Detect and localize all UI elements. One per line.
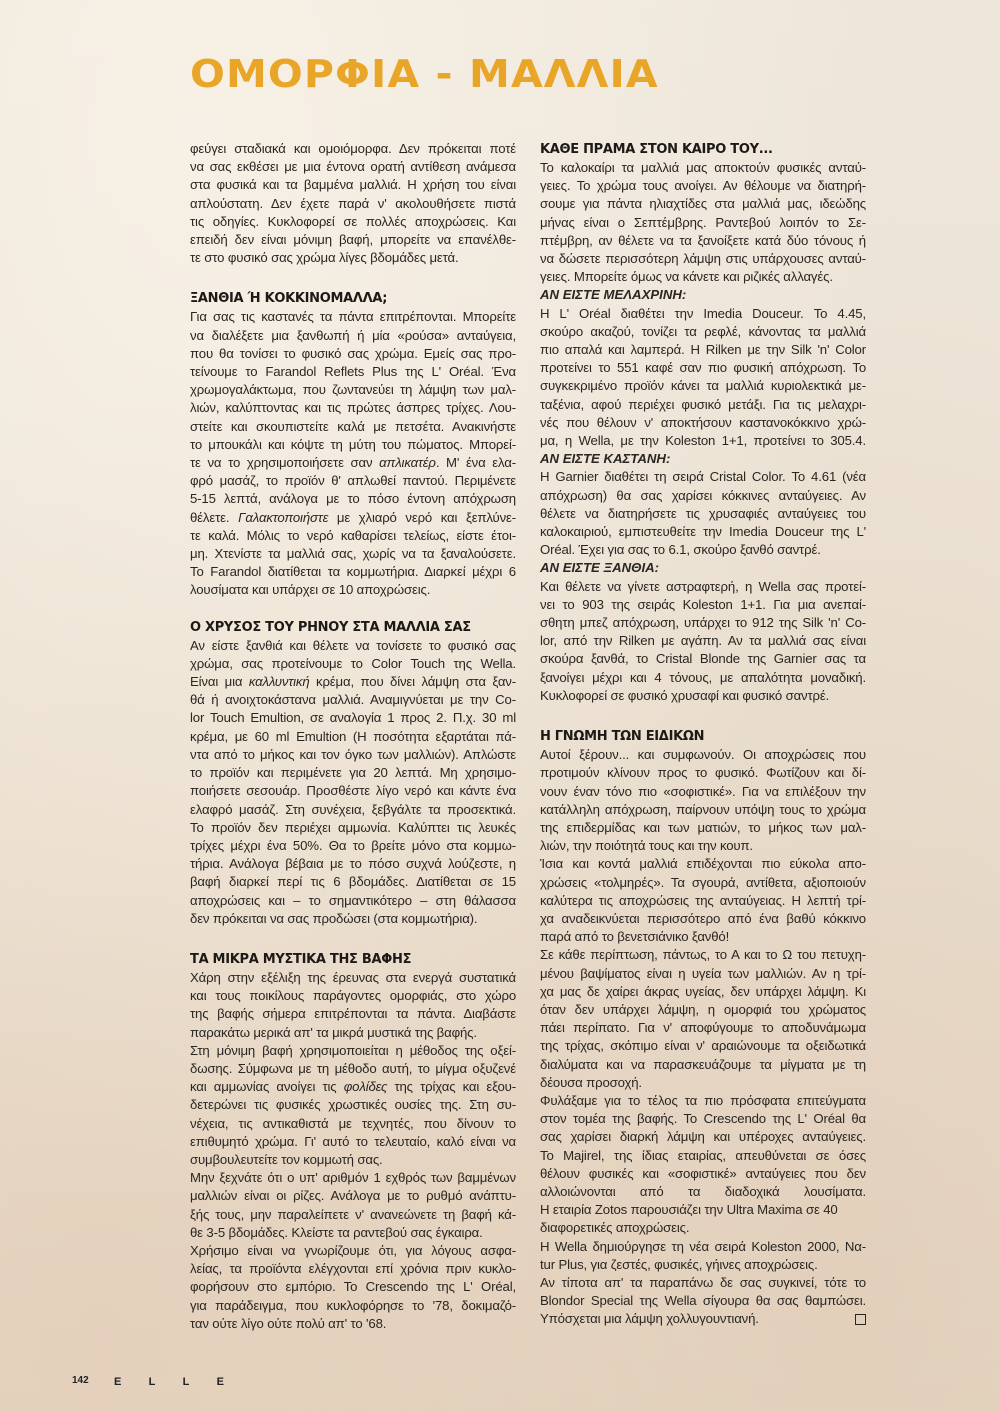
text-line: τρίχες μέχρι ένα 50%. Θα το βρείτε μόνο στα κομμω- bbox=[190, 837, 516, 853]
text-line: επιθυμητό χρώμα. Γι' αυτό το τελευταίο, καλό είναι να bbox=[190, 1133, 516, 1149]
text-line: μήνας είναι ο Σεπτέμβρης. Ραντεβού λοιπόν το Σε- bbox=[540, 214, 866, 230]
text-line: μαλλιών είναι οι ρίζες. Ανάλογα με το ρυθμό ανάπτυ- bbox=[190, 1188, 516, 1204]
text-line: θέλουν φυσικές και «σοφιστικέ» ανταύγειες που δεν bbox=[540, 1165, 866, 1181]
text-line: καλοκαιριού, εμπιστευθείτε την Imedia Douceur της L' bbox=[540, 524, 866, 540]
text-line: χα μας δε χαίρει άκρας υγείας, δεν υπάρχει λάμψη. Κι bbox=[540, 983, 866, 999]
text-line: της τρίχας, σκόπιμο είναι ν' αραιώνουμε τα οξειδωτικά bbox=[540, 1038, 866, 1054]
text-line: Χάρη στην εξέλιξη της έρευνας στα ενεργά συστατικά bbox=[190, 969, 516, 985]
text-line: τείνουμε το Farandol Reflets Plus της L' Oréal. Ένα bbox=[190, 364, 516, 380]
text-line: να σας εκθέσει με μια έντονα ορατή αντίθεση ανάμεσα bbox=[190, 159, 516, 175]
text-line: 5-15 λεπτά, ανάλογα με το πόσο έντονη απόχρωση bbox=[190, 491, 516, 507]
text-line: Η Wella δημιούργησε τη νέα σειρά Koleston 2000, Να- bbox=[540, 1238, 866, 1254]
subheading-chestnut: ΑΝ ΕΙΣΤΕ ΚΑΣΤΑΝΗ: bbox=[540, 451, 671, 467]
text-line: χα αναδεικνύεται περισσότερο από ένα βαθύ κόκκινο bbox=[540, 910, 866, 926]
text-line: θε 3-5 βδομάδες. Κλείστε τα ραντεβού σας έγκαιρα. bbox=[190, 1224, 483, 1240]
magazine-name bbox=[114, 1376, 224, 1388]
text-line: σκούρα ξανθά, το Cristal Blonde της Garnier σας τα bbox=[540, 651, 866, 667]
text-line: θέλετε. Γαλακτοποιήστε με χλιαρό νερό και ξεπλύνε- bbox=[190, 509, 516, 525]
section-rhine-gold bbox=[190, 618, 516, 928]
page-number: 142 bbox=[72, 1374, 89, 1386]
text-line: φεύγει σταδιακά και ομοιόμορφα. Δεν πρόκειται ποτέ bbox=[190, 141, 516, 156]
text-line: Χρήσιμο είναι να γνωρίζουμε ότι, για λόγους ασφα- bbox=[190, 1242, 516, 1258]
text-line: που θα τονίσει το φυσικό σας χρώμα. Εμείς σας προ- bbox=[190, 345, 516, 361]
text-line: Blondor Special της Wella σίγουρα θα σας θαμπώσει. bbox=[540, 1293, 866, 1309]
text-line: γειες. Το χρώμα τους ανοίγει. Αν θέλουμε να διατηρή- bbox=[540, 178, 866, 194]
text-line: της επιδερμίδας και των ματιών, το μήκος των μαλ- bbox=[540, 819, 866, 835]
text-line: ντα από το μήκος και τον όγκο των μαλλιών). Απλώστε bbox=[190, 746, 516, 762]
text-line: μη. Χτενίστε τα μαλλιά σας, χωρίς να τα ξαναλούσετε. bbox=[190, 546, 516, 562]
text-line: συμβουλευτείτε τον κομμωτή σας. bbox=[190, 1151, 383, 1167]
text-line-content: Υπόσχεται μια λάμψη χολλυγουντιανή. bbox=[540, 1311, 759, 1327]
text-line: σκούρο ακαζού, τονίζει τα ρεφλέ, κάνοντας τα μαλλιά bbox=[540, 323, 866, 339]
text-line: Το Majirel, της ίδιας εταιρίας, απευθύνεται σε όσες bbox=[540, 1147, 866, 1163]
text-line: το προϊόν και περιμένετε για 20 λεπτά. Μη χρησιμο- bbox=[190, 765, 516, 781]
square-end-mark-icon bbox=[855, 1314, 866, 1325]
text-line: Η Garnier διαθέτει τη σειρά Cristal Color. Το 4.61 (νέα bbox=[540, 469, 866, 485]
text-line: θά ή ανοιχτοκάστανα μαλλιά. Αναμιγνύεται με την Co- bbox=[190, 692, 516, 708]
text-line: παρακάτω μερικά απ' τα μικρά μυστικά της βαφής. bbox=[190, 1024, 477, 1040]
text-line: Το καλοκαίρι τα μαλλιά μας αποκτούν φυσικές ανταύ- bbox=[540, 160, 866, 175]
text-line: χρώμα, σας προτείνουμε το Color Touch της Wella. bbox=[190, 655, 516, 671]
section-heading: ΚΑΘΕ ΠΡΑΜΑ ΣΤΟΝ ΚΑΙΡΟ ΤΟΥ... bbox=[540, 142, 773, 157]
text-line: αλλοιώνονται από τα διαδοχικά λουσίματα. bbox=[540, 1183, 866, 1199]
right-column bbox=[540, 140, 866, 1347]
text-line: τε να το χρησιμοποιήσετε σαν απλικατέρ. Μ' ένα ελα- bbox=[190, 455, 516, 471]
text-line: πιο απαλά και λαμπερά. Η Rilken με την Silk 'n' Color bbox=[540, 342, 866, 358]
text-line: ποιήσετε σεσουάρ. Προσθέστε λίγο νερό και κάντε ένα bbox=[190, 783, 516, 799]
text-line: Oréal. Έχει για σας το 6.1, σκούρο ξανθό σαντρέ. bbox=[540, 542, 821, 558]
text-line: Το Farandol διατίθεται τα κομμωτήρια. Διαρκεί μέχρι 6 bbox=[190, 564, 516, 580]
text-line: να δώσετε περισσότερη λάμψη στις υπάρχουσες ανταύ- bbox=[540, 251, 866, 267]
text-line: μα, η Wella, με την Koleston 1+1, προτείνει το 305.4. bbox=[540, 433, 866, 449]
text-line: προτείνει το 551 καφέ σαν πιο φυσική απόχρωση. Το bbox=[540, 360, 866, 376]
text-line: φορήσουν στο εμπόριο. Το Crescendo της L' Oréal, bbox=[190, 1279, 516, 1295]
text-line: δέουσα προσοχή. bbox=[540, 1074, 642, 1090]
text-line: Αν είστε ξανθιά και θέλετε να τονίσετε το φυσικό σας bbox=[190, 637, 516, 653]
text-line: Είναι μια καλλυντική κρέμα, που δίνει λάμψη στα ξαν- bbox=[190, 674, 516, 690]
text-line: tur Plus, για ζεστές, φυσικές, γήινες αποχρώσεις. bbox=[540, 1256, 818, 1272]
text-line: Αν τίποτα απ' τα παραπάνω δε σας συγκινεί, τότε το bbox=[540, 1274, 866, 1290]
text-line: τε στο φυσικό σας χρώμα λίγες βδομάδες μετά. bbox=[190, 250, 459, 266]
text-line: δεν πρόκειται να σας προδώσει (στα κομμωτήρια). bbox=[190, 910, 478, 926]
text-line: Σε κάθε περίπτωση, πάντως, το Α και το Ω του πετυχη- bbox=[540, 947, 866, 963]
text-line: νουν έναν τόνο πιο «σοφιστικέ». Για να επιλέξουν την bbox=[540, 783, 866, 799]
text-line: ξανοίγει μέχρι και 4 τόνους, με απαλότητα μοναδική. bbox=[540, 669, 866, 685]
text-line: τις οδηγίες. Κυκλοφορεί σε πολλές αποχρώσεις. Και bbox=[190, 213, 516, 229]
text-line: καλύτερα τις αποχρώσεις της ανταύγειας. Η λεπτή τρί- bbox=[540, 892, 866, 908]
text-line: Μην ξεχνάτε ότι ο υπ' αριθμόν 1 εχθρός των βαμμένων bbox=[190, 1170, 516, 1186]
text-line: Και θέλετε να γίνετε αστραφτερή, η Wella σας προτεί- bbox=[540, 578, 866, 594]
text-line: λιών, την ποιότητά τους και την κουπ. bbox=[540, 838, 753, 854]
text-line: φρό μασάζ, το προϊόν θ' απλωθεί παντού. Περιμένετε bbox=[190, 473, 516, 489]
text-line: σθητη μπεζ απόχρωση, υπάρχει το 912 της Silk 'n' Co- bbox=[540, 615, 866, 631]
text-line: όταν δεν υπάρχει λάμψη, η ομορφιά του χρώματος bbox=[540, 1001, 866, 1017]
subheading-brunette: ΑΝ ΕΙΣΤΕ ΜΕΛΑΧΡΙΝΗ: bbox=[540, 287, 687, 303]
text-line: λουσίματα και υπάρχει σε 10 αποχρώσεις. bbox=[190, 582, 431, 598]
text-line: στα φυσικά και τα βαμμένα μαλλιά. Η χρήση του είναι bbox=[190, 177, 516, 193]
text-line: Στη μόνιμη βαφή χρησιμοποιείται η μέθοδος της οξεί- bbox=[190, 1042, 516, 1058]
text-line: μένου βαψίματος είναι η υγεία των μαλλιών. Αν η τρί- bbox=[540, 965, 866, 981]
text-line: νές που θέλουν ν' αποκτήσουν καστανοκόκκινο χρώ- bbox=[540, 414, 866, 430]
text-line: νει το 903 της σειράς Koleston 1+1. Για μια ανεπαί- bbox=[540, 596, 866, 612]
page-title: ΟΜΟΡΦΙΑ - ΜΑΛΛΙΑ bbox=[190, 52, 659, 96]
subheading-blonde: ΑΝ ΕΙΣΤΕ ΞΑΝΘΙΑ: bbox=[540, 560, 660, 576]
text-line: για παράδειγμα, που κυκλοφόρησε το '78, δοκιμαζό- bbox=[190, 1297, 516, 1313]
intro-paragraph bbox=[190, 140, 516, 267]
text-line: τήρια. Ανάλογα βέβαια με το πόσο συχνά λούζεστε, η bbox=[190, 856, 516, 872]
text-line: Κυκλοφορεί σε φυσικό χρυσαφί και φυσικό σαντρέ. bbox=[540, 687, 830, 703]
section-dye-secrets bbox=[190, 950, 516, 1333]
text-line: Για σας τις καστανές τα πάντα επιτρέπονται. Μπορείτε bbox=[190, 309, 516, 325]
text-line: πτέμβρη, αν θέλετε να τα ξανοίξετε κατά δύο τόνους ή bbox=[540, 232, 866, 248]
text-line: ταξένια, αφού περιέχει φυσικό μετάξι. Για τις μελαχρι- bbox=[540, 396, 866, 412]
text-line: χρώσεις «τολμηρές». Τα σγουρά, αντίθετα, αξιοποιούν bbox=[540, 874, 866, 890]
text-line: και αμμωνίας ανοίγει τις φολίδες της τρίχας και εξου- bbox=[190, 1079, 516, 1095]
text-line: Το προϊόν δεν περιέχει αμμωνία. Καλύπτει τις λευκές bbox=[190, 819, 516, 835]
text-line: γειες. Μπορείτε όμως να κάνετε και ριζικές αλλαγές. bbox=[540, 269, 833, 285]
text-line: παρά από το βενετσιάνικο ξανθό! bbox=[540, 929, 730, 945]
text-line: διαφορετικές αποχρώσεις. bbox=[540, 1220, 690, 1236]
text-line: το μπουκάλι και κόψτε τη μύτη του πώματος. Μπορεί- bbox=[190, 436, 516, 452]
section-heading: Ο ΧΡΥΣΟΣ ΤΟΥ ΡΗΝΟΥ ΣΤΑ ΜΑΛΛΙΑ ΣΑΣ bbox=[190, 619, 471, 635]
section-heading: ΞΑΝΘΙΑ Ή ΚΟΚΚΙΝΟΜΑΛΛΑ; bbox=[190, 291, 388, 307]
magazine-letter: L bbox=[148, 1375, 156, 1388]
text-line: ξής τους, μην παραλείπετε ν' ανανεώνετε τη βαφή κά- bbox=[190, 1206, 516, 1222]
article-columns bbox=[190, 0, 866, 1351]
text-line: λείας, τα προϊόντα ελέγχονται επί χρόνια πριν κυκλο- bbox=[190, 1261, 516, 1277]
text-line: κρέμα, με 60 ml Emultion (Η ποσότητα εξαρτάται πά- bbox=[190, 728, 516, 744]
magazine-letter: L bbox=[182, 1375, 190, 1388]
text-line: στείτε και σκουπιστείτε καλά με πετσέτα. Ανακινήστε bbox=[190, 418, 516, 434]
section-everything-in-its-time bbox=[540, 140, 866, 705]
text-line: και τους ποικίλους παράγοντες ομορφιάς, στο χώρο bbox=[190, 988, 516, 1004]
text-line: προτιμούν κλίνουν προς το φυσικό. Φωτίζουν και δί- bbox=[540, 765, 866, 781]
text-line: της βαφής σήμερα επιτρέπονται τα πάντα. Διαβάστε bbox=[190, 1006, 516, 1022]
magazine-letter: E bbox=[114, 1375, 122, 1388]
left-column bbox=[190, 140, 516, 1351]
text-line: Ίσια και κοντά μαλλιά επιδέχονται πιο εύκολα απο- bbox=[540, 856, 866, 872]
text-line: Φυλάξαμε για το τέλος τα πιο πρόσφατα επιτεύγματα bbox=[540, 1092, 866, 1108]
text-line: να διαλέξετε μια ξανθωπή ή μία «ρούσα» ανταύγεια, bbox=[190, 327, 516, 343]
text-line: σας χαρίσει διαρκή λάμψη και υπέροχες ανταύγειες. bbox=[540, 1129, 866, 1145]
text-line: λιών, καλύπτοντας και τις πρώτες άσπρες τρίχες. Λου- bbox=[190, 400, 516, 416]
text-line: βαφή διαρκεί περί τις 6 βδομάδες. Διατίθεται σε 15 bbox=[190, 874, 516, 890]
text-line: ταν ούτε λίγο ούτε πολύ απ' το '68. bbox=[190, 1315, 387, 1331]
text-line: νέχεια, τις αντικαθιστά με τεχνητές, που δίνουν το bbox=[190, 1115, 516, 1131]
text-line: lor Touch Emultion, σε αναλογία 1 προς 2. Π.χ. 30 ml bbox=[190, 710, 516, 726]
section-heading: Η ΓΝΩΜΗ ΤΩΝ ΕΙΔΙΚΩΝ bbox=[540, 729, 705, 745]
text-line: ελαφρό μασάζ. Στη συνέχεια, ξεβγάλτε τα προσεκτικά. bbox=[190, 801, 516, 817]
section-heading: ΤΑ ΜΙΚΡΑ ΜΥΣΤΙΚΑ ΤΗΣ ΒΑΦΗΣ bbox=[190, 951, 412, 967]
page-footer bbox=[72, 1375, 1000, 1391]
magazine-letter: E bbox=[216, 1375, 224, 1388]
text-line: κατάλληλη απόχρωση, παίρνουν υπόψη τους το χρώμα bbox=[540, 801, 866, 817]
text-line: συγκεκριμένο προϊόν κάνει τα μαλλιά κυριολεκτικά με- bbox=[540, 378, 866, 394]
text-line: αποχρώσεις και – το σημαντικότερο – στη θάλασσα bbox=[190, 892, 516, 908]
text-line: απλούστατη. Δεν έχετε παρά ν' ακολουθήσετε πιστά bbox=[190, 195, 516, 211]
text-line bbox=[540, 1310, 866, 1328]
text-line: απόχρωση) θα σας χαρίσει κόκκινες ανταύγειες. Αν bbox=[540, 487, 866, 503]
text-line: θέλετε να διατηρήσετε τις χρυσαφιές ανταύγειες του bbox=[540, 505, 866, 521]
text-line: τε καλά. Μόλις το νερό καθαρίσει τελείως, είστε έτοι- bbox=[190, 527, 516, 543]
text-line: χρωμογαλάκτωμα, που ζωντανεύει τη λάμψη των μαλ- bbox=[190, 382, 516, 398]
text-line: lor, από την Rilken με αγάπη. Αν τα μαλλιά σας είναι bbox=[540, 633, 866, 649]
text-line: δωσης. Σύμφωνα με τη μέθοδο αυτή, το μίγμα οξυζενέ bbox=[190, 1060, 516, 1076]
section-blonde-or-redhead bbox=[190, 289, 516, 599]
text-line: δετερώνει τις φυσικές χρωστικές ουσίες της. Στη συ- bbox=[190, 1097, 516, 1113]
text-line: στον τομέα της βαφής. Το Crescendo της L' Oréal θα bbox=[540, 1111, 866, 1127]
text-line: επειδή δεν είναι μόνιμη βαφή, μπορείτε να επανέλθε- bbox=[190, 232, 516, 248]
text-line: σουμε για πάντα ηλιαχτίδες στα μαλλιά μας, ιδεώδης bbox=[540, 196, 866, 212]
text-line: πάει περίπατο. Για ν' αποφύγουμε το αποδυνάμωμα bbox=[540, 1020, 866, 1036]
text-line: Αυτοί ξέρουν... και συμφωνούν. Οι αποχρώσεις που bbox=[540, 747, 866, 763]
text-line: Η εταιρία Zotos παρουσιάζει την Ultra Maxima σε 40 bbox=[540, 1202, 838, 1218]
section-experts-opinion bbox=[540, 727, 866, 1329]
text-line: διαλύματα και να παρασκευάζουμε τα μίγματα με τη bbox=[540, 1056, 866, 1072]
text-line: Η L' Oréal διαθέτει την Imedia Douceur. Το 4.45, bbox=[540, 305, 866, 321]
